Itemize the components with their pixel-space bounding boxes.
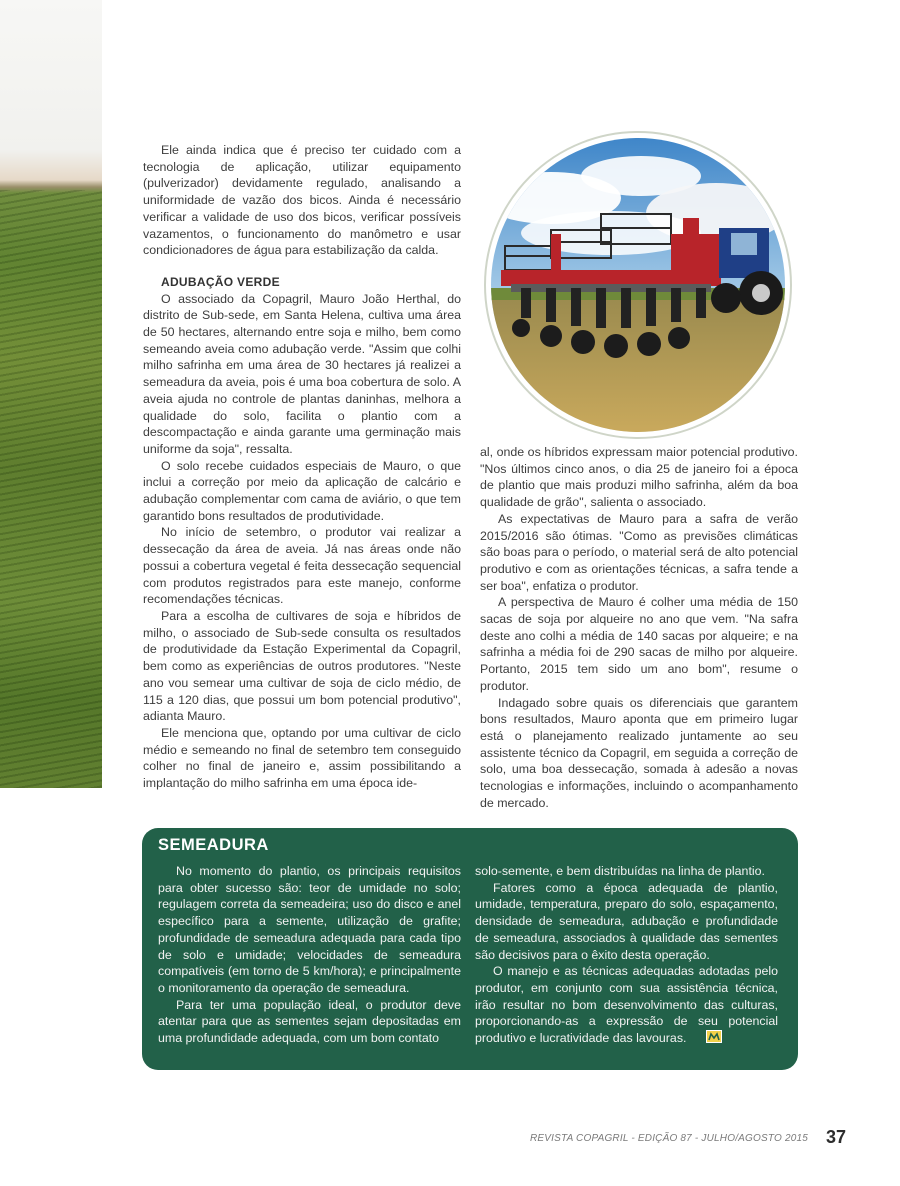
- page-number: 37: [826, 1127, 847, 1147]
- box-column-left: [158, 863, 461, 1047]
- semeadura-box: [142, 828, 798, 1070]
- box-paragraph: [475, 963, 778, 1048]
- planter-illustration: [491, 138, 785, 432]
- article-paragraph: A perspectiva de Mauro é colher uma média de 150 sacas de soja por alqueire no ano que vem. "Na safra deste ano colhi a média de 140 sacas por alqueire; e na safrinha a média foi de 290 sacas de milho por alqueire. Portanto, 2015 tem sido um ano bom", resume o produtor.: [480, 595, 798, 693]
- article-column-left: [143, 142, 461, 792]
- box-paragraph: No momento do plantio, os principais requisitos para obter sucesso são: teor de umidade no solo; regulagem correta da semeadeira; uso do disco e anel específico para a semente, utilização de grafite; profundidade de semeadura adequada para cada tipo de solo e umidade; velocidades de semeadura compatíveis (em torno de 5 km/hora); e principalmente o monitoramento da operação de semeadura.: [158, 864, 461, 995]
- magazine-footer: REVISTA COPAGRIL - EDIÇÃO 87 - JULHO/AGOSTO 2015: [530, 1133, 809, 1144]
- article-paragraph: No início de setembro, o produtor vai realizar a dessecação da área de aveia. Já nas áreas onde não possui a cobertura vegetal é feita dessecação sequencial com produtos registrados para este manejo, conforme recomendações técnicas.: [143, 525, 461, 607]
- box-paragraph: Para ter uma população ideal, o produtor deve atentar para que as sementes sejam depositadas em uma profundidade adequada, com um bom contato: [158, 997, 461, 1046]
- article-column-right: [480, 444, 798, 811]
- section-subheading: ADUBAÇÃO VERDE: [161, 274, 280, 289]
- article-paragraph: Para a escolha de cultivares de soja e híbridos de milho, o associado de Sub-sede consulta os resultados de produtividade da Estação Experimental da Copagril, bem como as experiências de outros produtores. "Neste ano vou semear uma cultivar de soja de ciclo médio, de 115 a 120 dias, que possui um bom potencial produtivo", adianta Mauro.: [143, 608, 461, 724]
- article-paragraph: Indagado sobre quais os diferenciais que garantem bons resultados, Mauro aponta que em primeiro lugar está o planejamento realizado juntamente ao seu assistente técnico da Copagril, em seguida a correção de solo, uma boa dessecação, somada à adesão a novas tecnologias e informações, incluindo o acompanhamento de mercado.: [480, 695, 798, 810]
- field-photo-strip: [0, 0, 102, 788]
- article-paragraph: al, onde os híbridos expressam maior potencial produtivo. "Nos últimos cinco anos, o dia 25 de janeiro foi a época de plantio que mais produzi milho safrinha, além da boa qualidade de grão", salienta o associado.: [480, 445, 798, 510]
- box-paragraph: solo-semente, e bem distribuídas na linha de plantio.: [475, 864, 765, 878]
- box-title: SEMEADURA: [158, 836, 269, 854]
- planter-photo-circle: [484, 131, 792, 439]
- article-paragraph: Ele ainda indica que é preciso ter cuidado com a tecnologia de aplicação, utilizar equipamento (pulverizador) devidamente regulado, analisando a uniformidade de vazão dos bicos. Ainda é necessário verificar a validade de uso dos bicos, verificar possíveis vazamentos, o funcionamento do manômetro e usar condicionadores de água para estabilização da calda.: [143, 143, 461, 258]
- article-paragraph: As expectativas de Mauro para a safra de verão 2015/2016 são ótimas. "Como as previsões climáticas são boas para o período, o material será de alto potencial produtivo e com as orientações técnicas, a safra tende a ser boa", enfatiza o produtor.: [480, 511, 798, 593]
- box-paragraph-text: O manejo e as técnicas adequadas adotadas pelo produtor, em conjunto com sua assistência técnica, irão resultar no bom desenvolvimento das culturas, proporcionando-as a expressão de seu potencial produtivo e lucratividade das lavouras.: [475, 964, 778, 1046]
- box-paragraph: Fatores como a época adequada de plantio, umidade, temperatura, preparo do solo, espaçamento, densidade de semeadura, adubação e profundidade de semeadura, associados à qualidade das sementes são decisivos para o êxito desta operação.: [475, 880, 778, 962]
- article-paragraph: O solo recebe cuidados especiais de Mauro, o que inclui a correção por meio da aplicação de calcário e adubação complementar com cama de aviário, o que tem garantido bons resultados de produtividade.: [143, 458, 461, 523]
- article-paragraph: O associado da Copagril, Mauro João Herthal, do distrito de Sub-sede, em Santa Helena, cultiva uma área de 50 hectares, alternando entre soja e milho, bem como semeando aveia como adubação verde. "Assim que colhi milho safrinha em uma área de 30 hectares já realizei a semeadura da aveia, pois é uma boa cobertura de solo. A aveia ajuda no controle de plantas daninhas, melhora a qualidade do solo, facilita o plantio com a descompactação e ainda garante uma germinação mais uniforme da soja", ressalta.: [143, 291, 461, 456]
- end-of-article-icon: [688, 1030, 722, 1048]
- box-column-right: [475, 863, 778, 1048]
- article-paragraph: Ele menciona que, optando por uma cultivar de ciclo médio e semeando no final de setembro tem conseguido colher no final de janeiro e, assim possibilitando a implantação do milho safrinha em uma época ide-: [143, 725, 461, 791]
